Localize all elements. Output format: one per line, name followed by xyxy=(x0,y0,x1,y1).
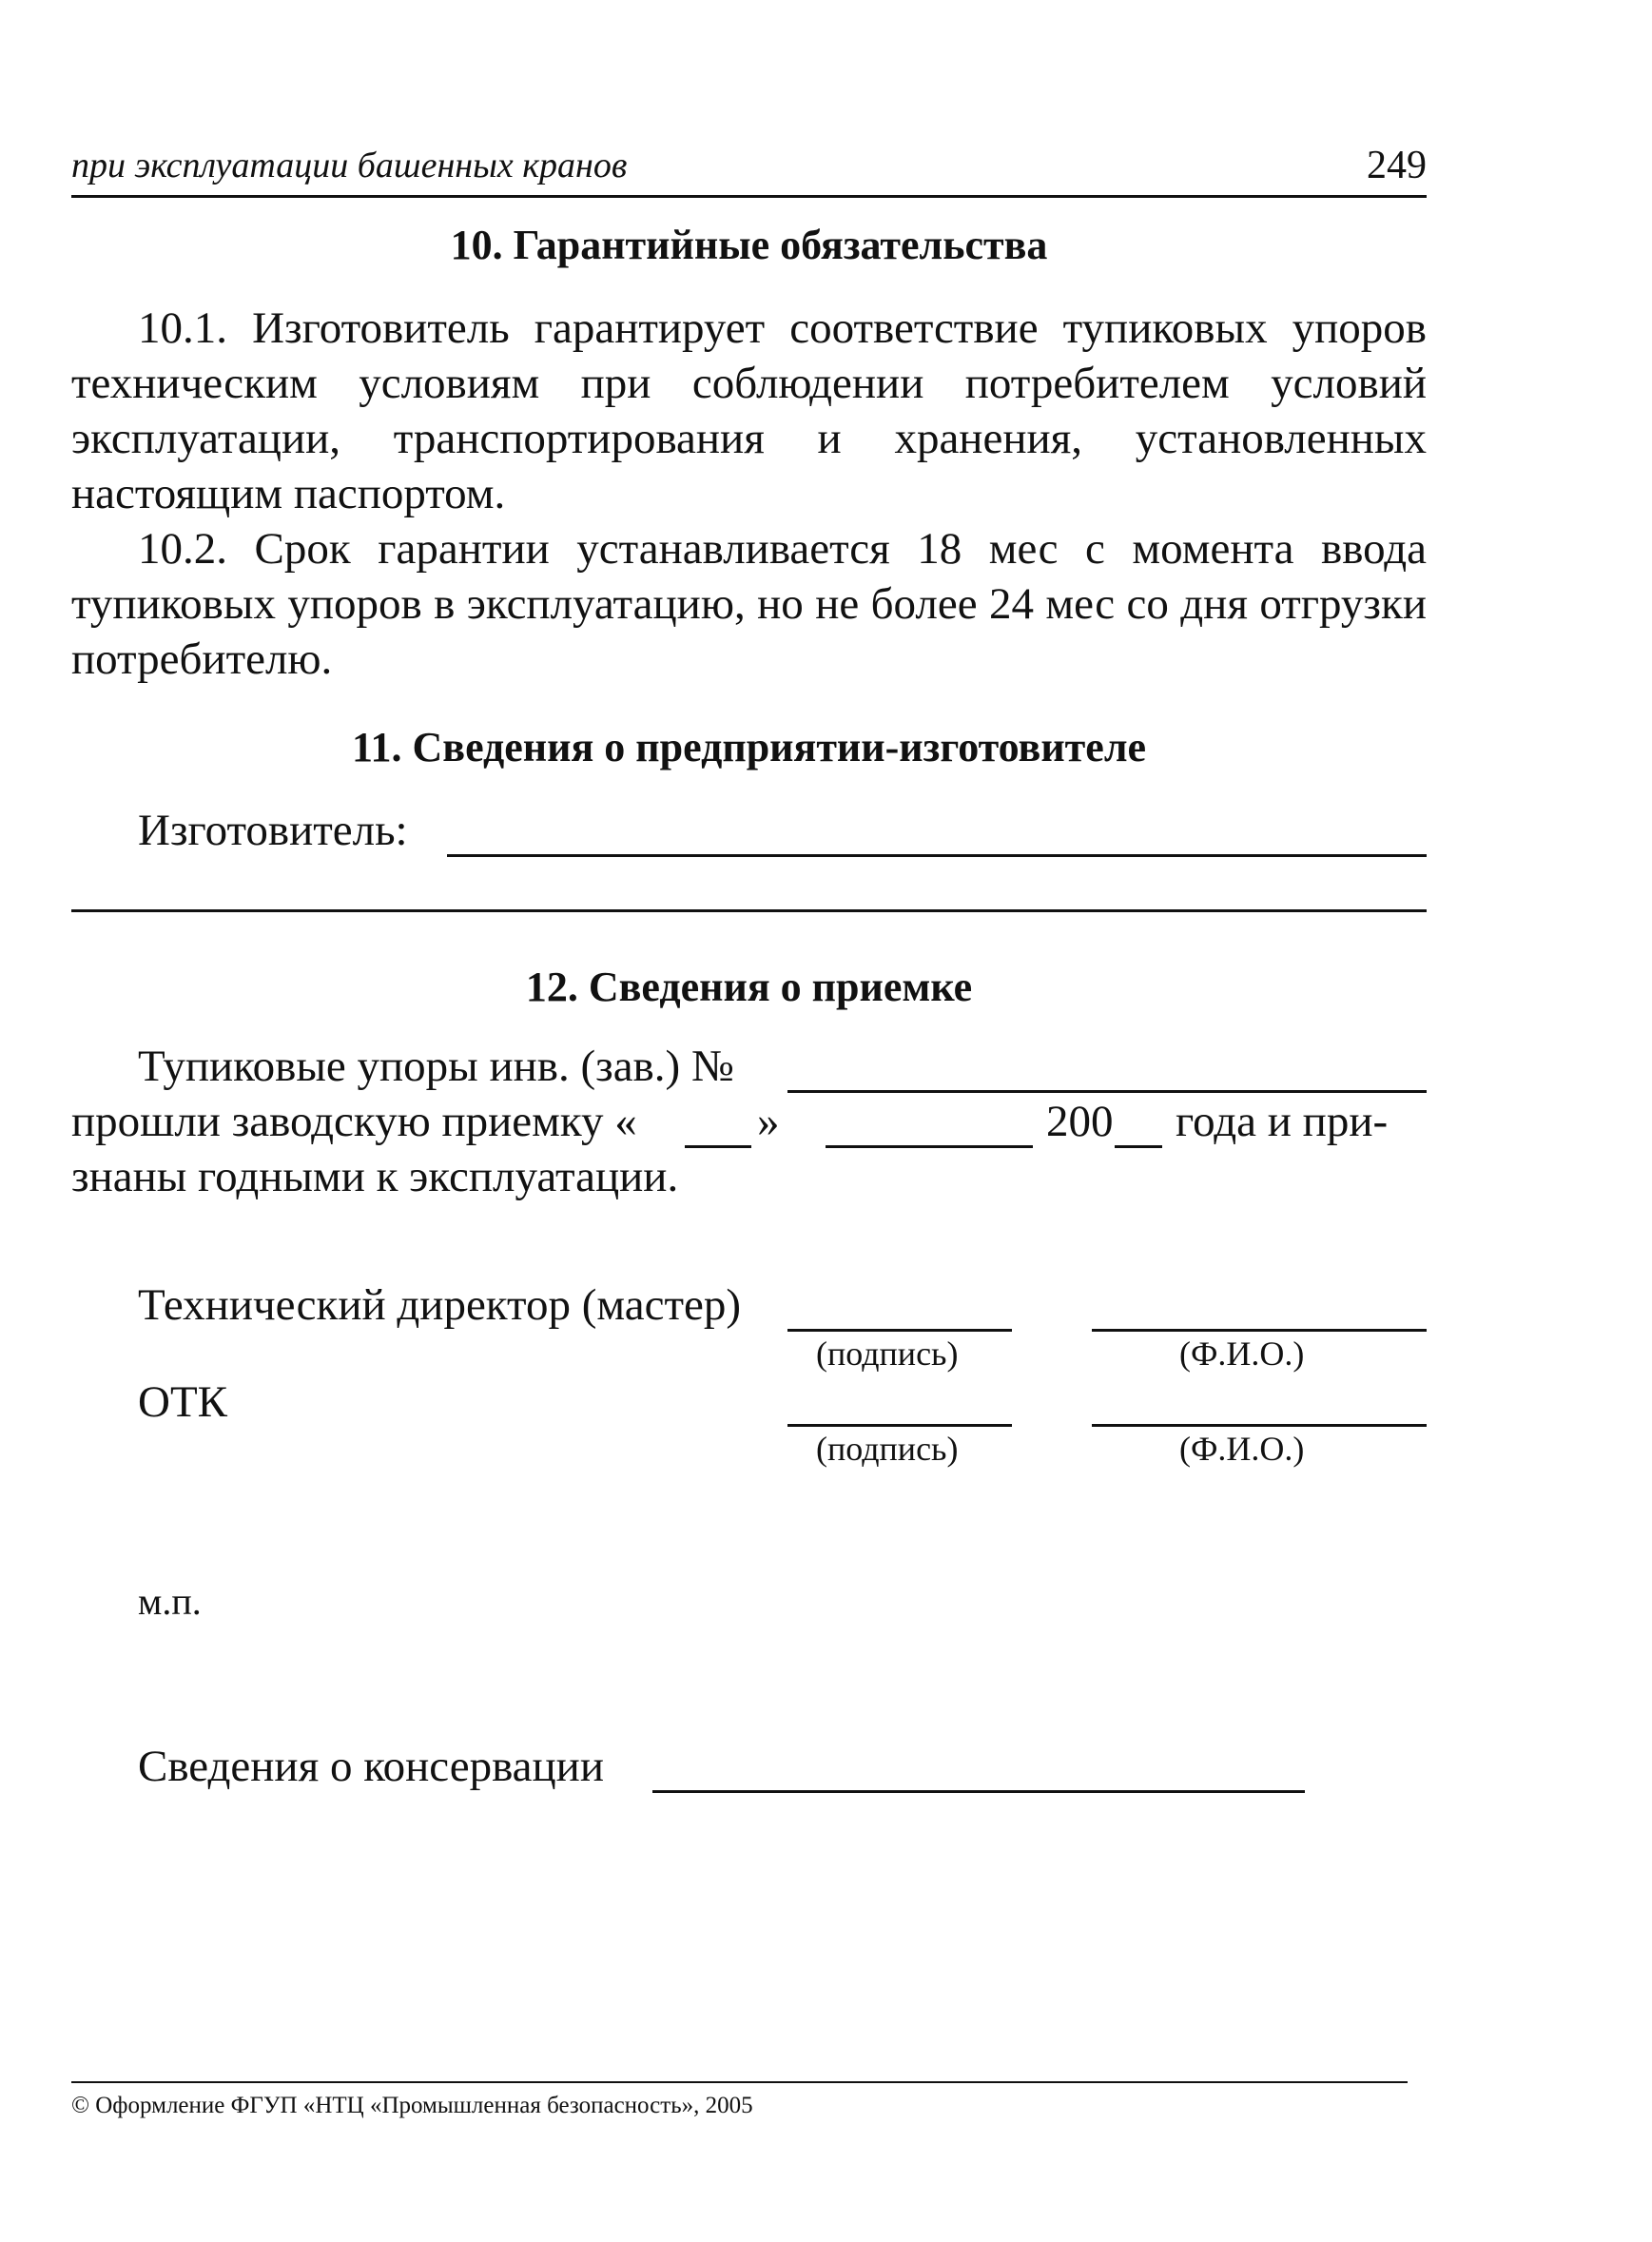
manufacturer-blank-1 xyxy=(447,854,1427,857)
month-blank xyxy=(826,1145,1033,1148)
day-blank xyxy=(685,1145,751,1148)
tech-director-signature-blank xyxy=(787,1329,1012,1332)
section-11-title: 11. Сведения о предприятии-изготовителе xyxy=(351,724,1147,770)
otk-signature-blank xyxy=(787,1424,1012,1427)
footer-rule xyxy=(71,2081,1408,2083)
section-10-title: 10. Гарантийные обязательства xyxy=(450,222,1048,268)
tech-director-name-blank xyxy=(1092,1329,1427,1332)
acceptance-line-3: знаны годными к эксплуатации. xyxy=(71,1152,679,1201)
stamp-place-label: м.п. xyxy=(138,1580,202,1623)
tech-director-signature-caption: (подпись) xyxy=(816,1335,959,1373)
acceptance-line-2-end: года и при- xyxy=(1176,1097,1389,1146)
year-blank xyxy=(1115,1145,1162,1148)
acceptance-line-2-quote: » xyxy=(757,1097,780,1146)
acceptance-line-1: Тупиковые упоры инв. (зав.) № xyxy=(138,1042,734,1091)
running-header: при эксплуатации башенных кранов xyxy=(71,146,628,185)
manufacturer-blank-2 xyxy=(71,909,1427,912)
conservation-label: Сведения о консервации xyxy=(138,1742,604,1791)
page-number: 249 xyxy=(1367,144,1427,187)
acceptance-year-prefix: 200 xyxy=(1046,1097,1114,1146)
tech-director-name-caption: (Ф.И.О.) xyxy=(1179,1335,1305,1373)
otk-signature-caption: (подпись) xyxy=(816,1430,959,1468)
tech-director-label: Технический директор (мастер) xyxy=(138,1280,742,1330)
acceptance-line-2-start: прошли заводскую приемку « xyxy=(71,1097,637,1146)
section-12-title: 12. Сведения о приемке xyxy=(525,964,973,1010)
paragraph-10-1: 10.1. Изготовитель гарантирует соответствие тупиковых упоров техническим условиям при соблюдении потребителем условий эксплуатации, транспортирования и хранения, установленных настоящим паспортом. xyxy=(71,303,1427,518)
paragraph-10-2: 10.2. Срок гарантии устанавливается 18 мес с момента ввода тупиковых упоров в эксплуатацию, но не более 24 мес со дня отгрузки потребителю. xyxy=(71,524,1427,684)
header-rule xyxy=(71,195,1427,198)
manufacturer-label: Изготовитель: xyxy=(138,806,408,855)
otk-name-blank xyxy=(1092,1424,1427,1427)
otk-label: ОТК xyxy=(138,1377,227,1427)
conservation-blank xyxy=(652,1790,1305,1793)
inventory-number-blank xyxy=(787,1090,1427,1093)
otk-name-caption: (Ф.И.О.) xyxy=(1179,1430,1305,1468)
footer-copyright: © Оформление ФГУП «НТЦ «Промышленная безопасность», 2005 xyxy=(71,2093,753,2118)
